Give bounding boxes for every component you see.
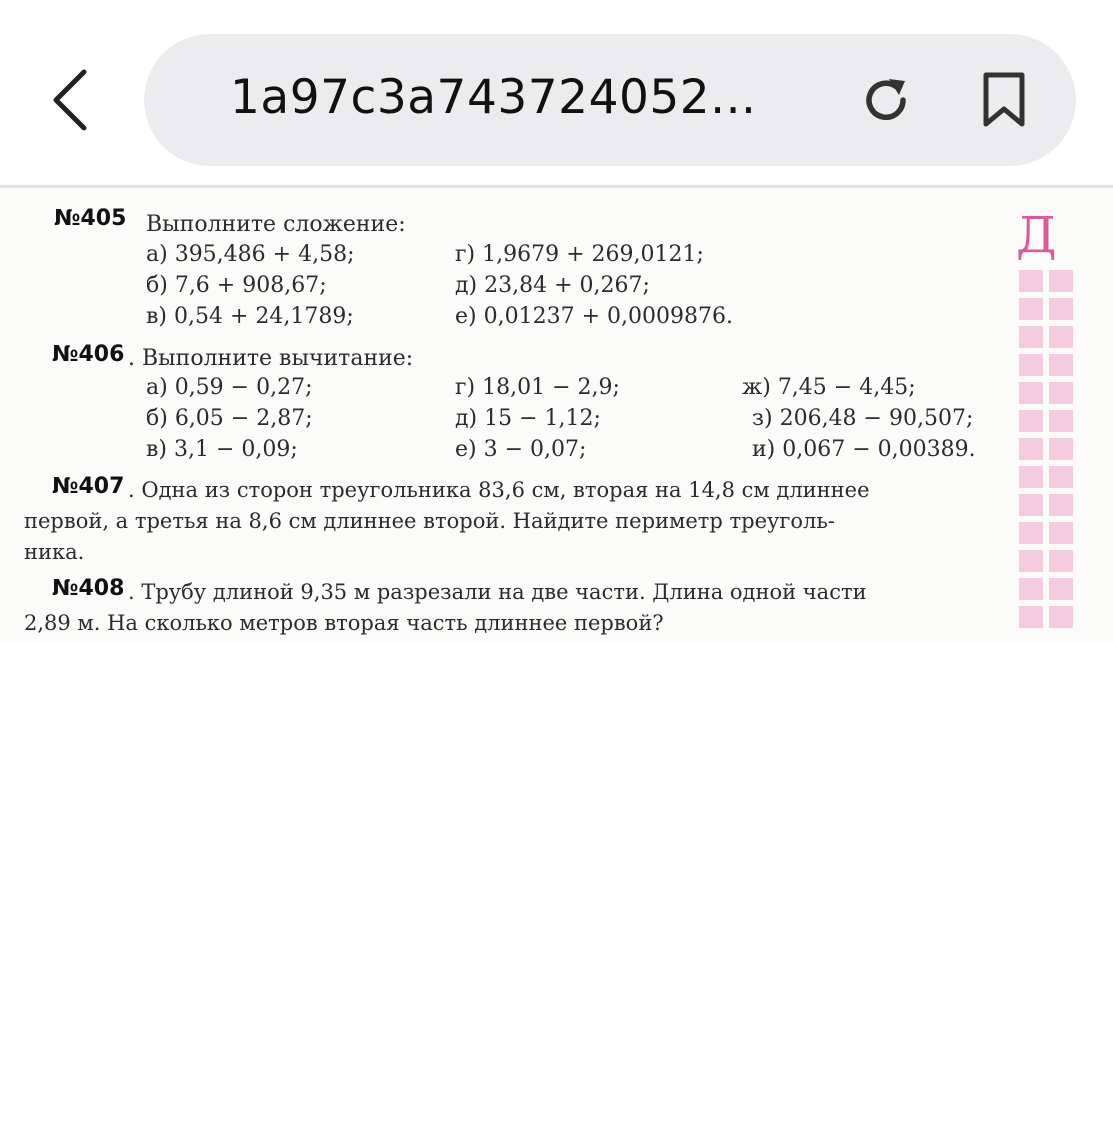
exercise-406-item: з) 206,48 − 90,507; xyxy=(752,406,974,431)
exercise-408-line: 2,89 м. На сколько метров вторая часть длиннее первой? xyxy=(24,611,664,635)
exercise-406-number: №406 xyxy=(52,342,125,367)
exercise-405-item: б) 7,6 + 908,67; xyxy=(146,273,327,298)
address-bar[interactable] xyxy=(144,34,1076,166)
exercise-405-item: г) 1,9679 + 269,0121; xyxy=(455,242,704,267)
browser-toolbar xyxy=(0,0,1113,188)
bookmark-icon xyxy=(981,71,1027,129)
exercise-406-item: ж) 7,45 − 4,45; xyxy=(742,375,916,400)
exercise-407-line: ника. xyxy=(24,540,85,564)
bookmark-button[interactable] xyxy=(974,70,1034,130)
reload-button[interactable] xyxy=(856,70,916,130)
exercise-405-item: в) 0,54 + 24,1789; xyxy=(146,304,354,329)
exercise-406-item: г) 18,01 − 2,9; xyxy=(455,375,620,400)
textbook-image xyxy=(0,188,1113,644)
exercise-406-item: в) 3,1 − 0,09; xyxy=(146,437,298,462)
exercise-406-item: а) 0,59 − 0,27; xyxy=(146,375,313,400)
exercise-406-item: д) 15 − 1,12; xyxy=(455,406,601,431)
exercise-406-item: б) 6,05 − 2,87; xyxy=(146,406,313,431)
exercise-405-item: д) 23,84 + 0,267; xyxy=(455,273,650,298)
exercise-405-item: е) 0,01237 + 0,0009876. xyxy=(455,304,733,329)
reload-icon xyxy=(859,73,913,127)
exercise-407-number: №407 xyxy=(52,474,125,499)
url-text[interactable]: 1a97c3a743724052... xyxy=(230,70,757,125)
back-button[interactable] xyxy=(40,60,100,140)
exercise-405-number: №405 xyxy=(54,206,127,231)
exercise-407-line: . Одна из сторон треугольника 83,6 см, вторая на 14,8 см длиннее xyxy=(128,478,870,502)
exercise-406-title: . Выполните вычитание: xyxy=(128,346,414,371)
exercise-406-item: е) 3 − 0,07; xyxy=(455,437,587,462)
exercise-405-title: Выполните сложение: xyxy=(146,212,406,237)
exercise-406-item: и) 0,067 − 0,00389. xyxy=(752,437,976,462)
exercise-405-item: а) 395,486 + 4,58; xyxy=(146,242,355,267)
side-strip-decoration xyxy=(1017,210,1075,642)
side-letter: Д xyxy=(1016,206,1057,264)
chevron-left-icon xyxy=(50,68,90,132)
exercise-407-line: первой, а третья на 8,6 см длиннее второй. Найдите периметр треуголь- xyxy=(24,509,835,533)
exercise-408-number: №408 xyxy=(52,576,125,601)
exercise-408-line: . Трубу длиной 9,35 м разрезали на две части. Длина одной части xyxy=(128,580,867,604)
